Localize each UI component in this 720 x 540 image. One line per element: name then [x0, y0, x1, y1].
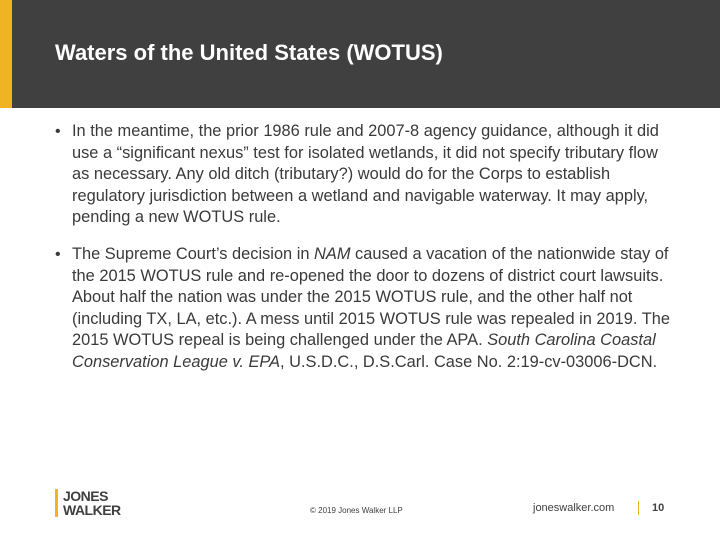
- copyright-text: © 2019 Jones Walker LLP: [310, 506, 403, 515]
- website-link[interactable]: joneswalker.com: [533, 502, 615, 514]
- footer-divider: [638, 501, 639, 515]
- bullet-item: [55, 244, 675, 374]
- case-name-nam: NAM: [314, 244, 351, 263]
- bullet-marker: •: [55, 245, 61, 263]
- bullet-text: [72, 245, 670, 371]
- header-accent-bar: [0, 0, 12, 108]
- bullet-text-part: The Supreme Court’s decision in: [72, 244, 315, 263]
- logo-line-walker: WALKER: [63, 502, 121, 518]
- logo-accent-bar: [55, 489, 58, 517]
- bullet-item: [55, 121, 675, 229]
- bullet-text-part: caused a vacation of the nationwide stay of the 2015 WOTUS rule and re-opened the door to dozens of district court lawsuits. About half the nation was under the 2015 WOTUS rule, and the other half not (including TX, LA, etc.). A mess until 2015 WOTUS rule was repealed in 2019. The 2015 WOTUS repeal is being challenged under the APA.: [72, 244, 670, 350]
- bullet-text-part: , U.S.D.C., D.S.Carl. Case No. 2:19-cv-03006-DCN.: [280, 352, 658, 371]
- slide-header: [0, 0, 720, 108]
- slide-body: [55, 121, 675, 374]
- bullet-marker: •: [55, 123, 61, 140]
- case-name-south-carolina: South Carolina Coastal Conservation League v. EPA: [72, 331, 656, 371]
- logo-line-jones: JONES: [63, 488, 108, 504]
- slide-title: Waters of the United States (WOTUS): [55, 40, 443, 65]
- jones-walker-logo: [55, 488, 145, 518]
- page-number: 10: [652, 502, 665, 514]
- bullet-text: In the meantime, the prior 1986 rule and 2007-8 agency guidance, although it did use a “significant nexus” test for isolated wetlands, it did not specify tributary flow as necessary. Any old ditch (tributary?) would do for the Corps to establish regulatory jurisdiction between a wetland and navigable waterway. It may apply, pending a new WOTUS rule.: [72, 122, 659, 227]
